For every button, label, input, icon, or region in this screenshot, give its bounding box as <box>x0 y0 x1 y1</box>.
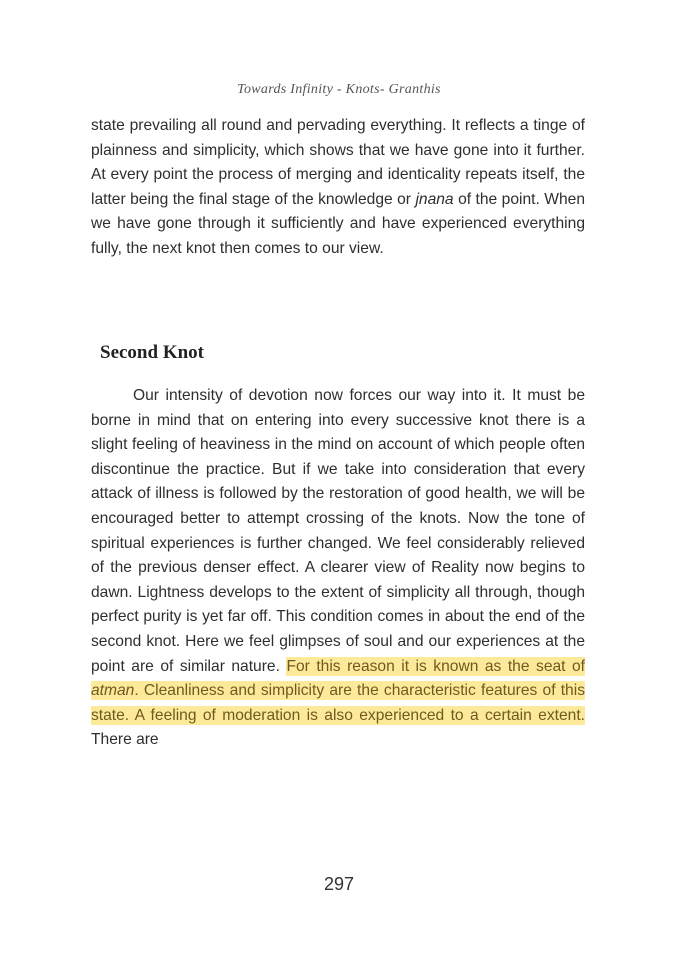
paragraph-1 <box>91 114 585 262</box>
paragraph-1-text-b: of the point. When we have gone through it sufficiently and have experienced everything fully, the next knot then comes to our view. <box>91 190 585 257</box>
running-head: Towards Infinity - Knots- Granthis <box>237 82 441 97</box>
paragraph-1-text-a: state prevailing all round and pervading everything. It reflects a tinge of plainness and simplicity, which shows that we have gone into it further. At every point the process of merging and identicality repeats itself, the latter being the final stage of the knowledge or <box>91 117 585 208</box>
paragraph-2-text-b: There are <box>91 731 159 749</box>
highlight-text-a: For this reason it is known as the seat of <box>286 657 585 675</box>
paragraph-2 <box>91 384 585 753</box>
paragraph-2-text-a: Our intensity of devotion now forces our way into it. It must be borne in mind that on entering into every successive knot there is a slight feeling of heaviness in the mind on account of which people often discontinue the practice. But if we take into consideration that every attack of illness is followed by the restoration of good health, we will be encouraged better to attempt crossing of the knots. Now the tone of spiritual experiences is further changed. We feel considerably relieved of the previous denser effect. A clearer view of Reality now begins to dawn. Lightness develops to the extent of simplicity all through, though perfect purity is yet far off. This condition comes in about the end of the second knot. Here we feel glimpses of soul and our experiences at the point are of similar nature. <box>91 387 585 675</box>
page-number: 297 <box>323 874 355 894</box>
section-heading: Second Knot <box>100 342 204 363</box>
emphasis-atman: atman <box>91 682 135 700</box>
highlight-text-b: . Cleanliness and simplicity are the characteristic features of this state. A feeling of moderation is also experienced to a certain extent. <box>91 682 585 724</box>
emphasis-jnana: jnana <box>415 190 454 208</box>
